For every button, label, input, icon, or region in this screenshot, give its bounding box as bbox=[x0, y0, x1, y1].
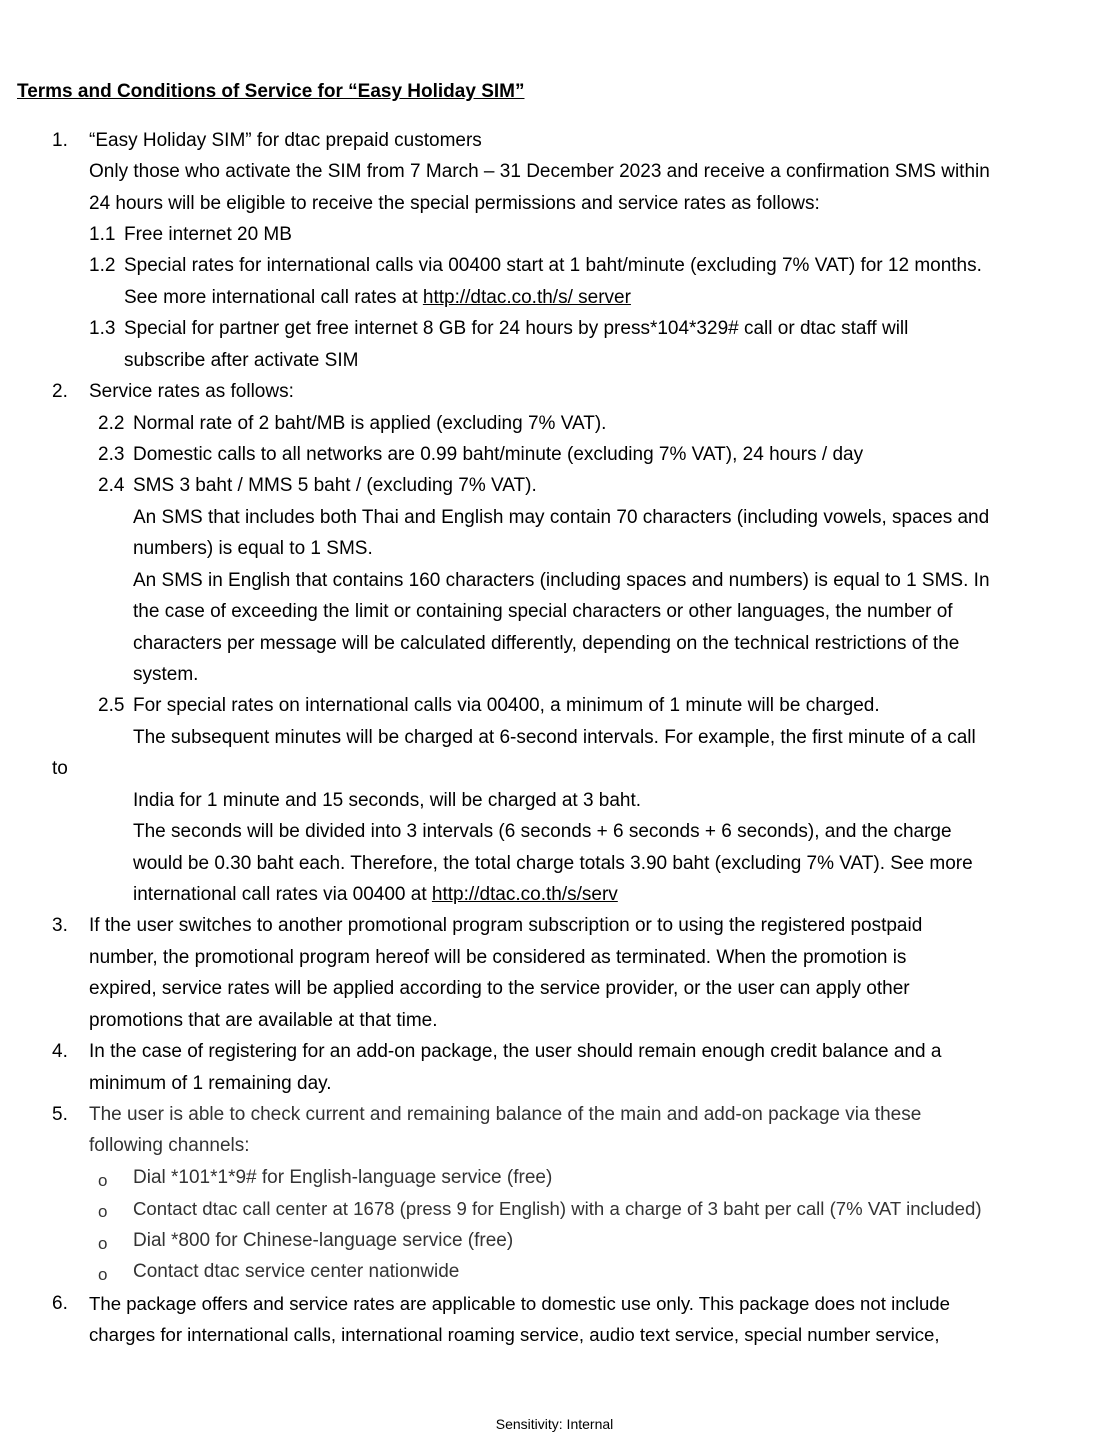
subitem-number: 2.3 bbox=[98, 444, 125, 465]
subitem-text bbox=[124, 287, 631, 309]
subitem-text-part: international call rates via 00400 at bbox=[133, 884, 432, 905]
subitem-number: 2.4 bbox=[98, 475, 125, 496]
item-text: following channels: bbox=[89, 1135, 250, 1156]
bullet-icon: o bbox=[98, 1234, 108, 1253]
subitem-text: subscribe after activate SIM bbox=[124, 350, 359, 371]
bullet-text: Contact dtac service center nationwide bbox=[133, 1261, 460, 1282]
item-text: promotions that are available at that time. bbox=[89, 1010, 438, 1031]
subitem-text: the case of exceeding the limit or containing special characters or other languages, the number of bbox=[133, 601, 953, 622]
item-text: Only those who activate the SIM from 7 March – 31 December 2023 and receive a confirmation SMS within bbox=[89, 161, 990, 182]
subitem-text: system. bbox=[133, 664, 199, 685]
subitem-number: 2.2 bbox=[98, 413, 125, 434]
subitem-text: India for 1 minute and 15 seconds, will be charged at 3 baht. bbox=[133, 790, 642, 811]
item-text: expired, service rates will be applied according to the service provider, or the user can apply other bbox=[89, 978, 910, 999]
subitem-number: 1.2 bbox=[89, 255, 116, 276]
bullet-text: Dial *101*1*9# for English-language service (free) bbox=[133, 1167, 553, 1188]
item-text: charges for international calls, international roaming service, audio text service, special number service, bbox=[89, 1324, 940, 1345]
subitem-text: Special for partner get free internet 8 GB for 24 hours by press*104*329# call or dtac staff will bbox=[124, 318, 909, 339]
subitem-text-part: See more international call rates at bbox=[124, 287, 423, 308]
subitem-text: would be 0.30 baht each. Therefore, the total charge totals 3.90 baht (excluding 7% VAT). See more bbox=[133, 853, 973, 874]
item-text: Service rates as follows: bbox=[89, 381, 294, 402]
item-text: In the case of registering for an add-on package, the user should remain enough credit balance and a bbox=[89, 1041, 942, 1062]
subitem-text: The subsequent minutes will be charged at 6-second intervals. For example, the first minute of a call bbox=[133, 727, 976, 748]
item-number: 6. bbox=[52, 1293, 68, 1314]
item-number: 5. bbox=[52, 1104, 68, 1125]
subitem-text: Domestic calls to all networks are 0.99 baht/minute (excluding 7% VAT), 24 hours / day bbox=[133, 444, 864, 465]
subitem-text: Free internet 20 MB bbox=[124, 224, 292, 245]
bullet-icon: o bbox=[98, 1171, 108, 1190]
item-number: 2. bbox=[52, 381, 68, 402]
item-text: number, the promotional program hereof will be considered as terminated. When the promotion is bbox=[89, 947, 907, 968]
sensitivity-footer: Sensitivity: Internal bbox=[495, 1416, 614, 1432]
item-number: 1. bbox=[52, 130, 68, 151]
wrapped-text: to bbox=[52, 758, 68, 779]
subitem-number: 1.3 bbox=[89, 318, 116, 339]
subitem-text: Special rates for international calls via 00400 start at 1 baht/minute (excluding 7% VAT) for 12 months. bbox=[124, 255, 982, 276]
item-number: 3. bbox=[52, 915, 68, 936]
subitem-text: Normal rate of 2 baht/MB is applied (excluding 7% VAT). bbox=[133, 413, 607, 434]
item-text: minimum of 1 remaining day. bbox=[89, 1073, 332, 1094]
subitem-text: numbers) is equal to 1 SMS. bbox=[133, 538, 373, 559]
item-text: The package offers and service rates are applicable to domestic use only. This package does not include bbox=[89, 1293, 950, 1314]
subitem-text: SMS 3 baht / MMS 5 baht / (excluding 7% VAT). bbox=[133, 475, 537, 496]
bullet-icon: o bbox=[98, 1202, 108, 1221]
subitem-number: 1.1 bbox=[89, 224, 116, 245]
item-text: If the user switches to another promotional program subscription or to using the registered postpaid bbox=[89, 915, 923, 936]
item-text: 24 hours will be eligible to receive the special permissions and service rates as follows: bbox=[89, 193, 820, 214]
subitem-text: An SMS in English that contains 160 characters (including spaces and numbers) is equal to 1 SMS. In bbox=[133, 570, 990, 591]
bullet-icon: o bbox=[98, 1265, 108, 1284]
subitem-text: For special rates on international calls via 00400, a minimum of 1 minute will be charged. bbox=[133, 695, 880, 716]
bullet-text: Dial *800 for Chinese-language service (free) bbox=[133, 1230, 514, 1251]
subitem-text bbox=[133, 884, 618, 906]
document-title: Terms and Conditions of Service for “Easy Holiday SIM” bbox=[17, 81, 525, 102]
subitem-text: The seconds will be divided into 3 intervals (6 seconds + 6 seconds + 6 seconds), and the charge bbox=[133, 821, 952, 842]
bullet-text: Contact dtac call center at 1678 (press 9 for English) with a charge of 3 baht per call (7% VAT included) bbox=[133, 1198, 982, 1219]
item-text: “Easy Holiday SIM” for dtac prepaid customers bbox=[89, 130, 482, 151]
subitem-text: An SMS that includes both Thai and English may contain 70 characters (including vowels, spaces and bbox=[133, 507, 990, 528]
call-rates-link[interactable]: http://dtac.co.th/s/ server bbox=[422, 287, 631, 308]
subitem-text: characters per message will be calculated differently, depending on the technical restrictions of the bbox=[133, 633, 960, 654]
subitem-number: 2.5 bbox=[98, 695, 125, 716]
international-rates-link[interactable]: http://dtac.co.th/s/serv bbox=[431, 884, 618, 905]
item-text: The user is able to check current and remaining balance of the main and add-on package via these bbox=[89, 1104, 922, 1125]
item-number: 4. bbox=[52, 1041, 68, 1062]
